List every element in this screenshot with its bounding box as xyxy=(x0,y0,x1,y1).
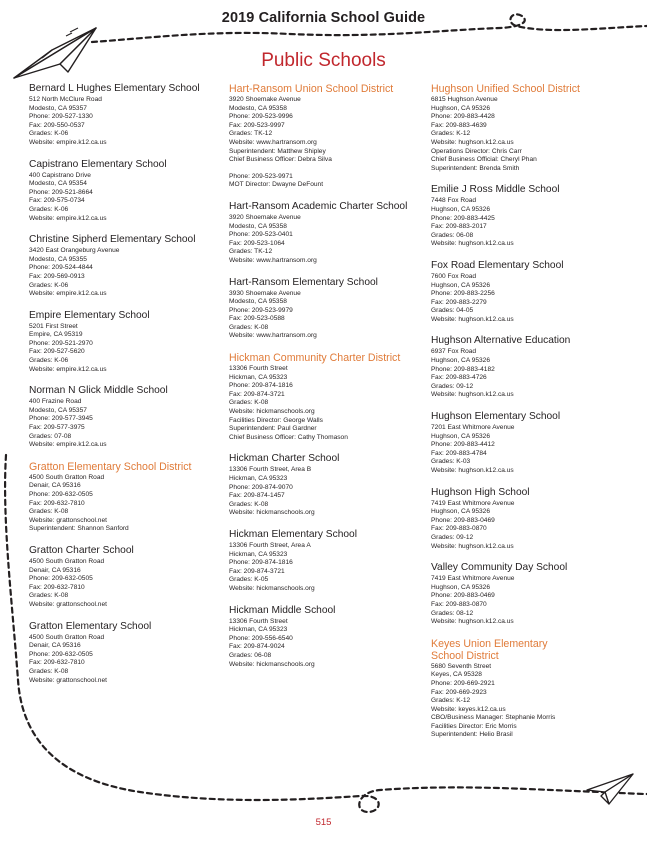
detail-line: Phone: 209-521-8664 xyxy=(29,188,93,196)
detail-line: Grades: TK-12 xyxy=(229,130,273,138)
detail-line: Phone: 209-883-4425 xyxy=(431,214,495,222)
district-name: Hughson Unified School District xyxy=(431,83,580,95)
detail-line: Hughson, CA 95326 xyxy=(431,432,491,440)
school-name: Christine Sipherd Elementary School xyxy=(29,234,196,246)
detail-line: Fax: 209-874-9024 xyxy=(229,643,285,651)
detail-line: Website: hughson.k12.ca.us xyxy=(431,618,514,626)
detail-line: Website: empire.k12.ca.us xyxy=(29,214,107,222)
detail-line: Phone: 209-883-0469 xyxy=(431,516,495,524)
school-entry xyxy=(229,201,425,266)
detail-line: Modesto, CA 95357 xyxy=(29,104,87,112)
school-entry xyxy=(29,621,225,686)
detail-line: Grades: TK-12 xyxy=(229,248,273,256)
district-name: Keyes Union Elementary School District xyxy=(431,637,548,662)
detail-line: Fax: 209-883-0870 xyxy=(431,525,487,533)
entry-details xyxy=(229,214,425,266)
district-name: Gratton Elementary School District xyxy=(29,460,192,473)
detail-line: Phone: 209-577-3945 xyxy=(29,415,93,423)
detail-line: Phone: 209-883-4428 xyxy=(431,113,495,121)
entry-details xyxy=(431,500,627,552)
detail-line: Modesto, CA 95354 xyxy=(29,180,87,188)
detail-line: Fax: 209-523-0588 xyxy=(229,315,285,323)
detail-line: Modesto, CA 95357 xyxy=(29,406,87,414)
school-entry xyxy=(229,605,425,670)
detail-line: Fax: 209-523-1064 xyxy=(229,239,285,247)
detail-line: Grades: K-06 xyxy=(29,130,69,138)
entry-details xyxy=(229,96,425,190)
entry-details xyxy=(29,172,225,224)
school-name: Fox Road Elementary School xyxy=(431,259,564,271)
detail-line: Fax: 209-550-0537 xyxy=(29,121,85,129)
school-entry xyxy=(431,335,627,400)
detail-line: Grades: K-08 xyxy=(229,500,269,508)
detail-line: Operations Director: Chris Carr xyxy=(431,147,522,155)
detail-line: Phone: 209-874-1816 xyxy=(229,382,293,390)
school-entry xyxy=(431,184,627,249)
detail-line: Grades: K-06 xyxy=(29,357,69,365)
page-number: 515 xyxy=(315,817,332,828)
detail-line: Superintendent: Paul Gardner xyxy=(229,425,317,433)
detail-line: Superintendent: Helio Brasil xyxy=(431,731,513,739)
school-name: Valley Community Day School xyxy=(431,562,568,574)
detail-line: Phone: 209-883-2256 xyxy=(431,290,495,298)
entry-details xyxy=(229,466,425,518)
detail-line: 7419 East Whitmore Avenue xyxy=(431,575,515,583)
school-name: Hart-Ransom Academic Charter School xyxy=(229,200,408,212)
detail-line: Phone: 209-523-9996 xyxy=(229,113,293,121)
entry-details xyxy=(229,365,425,442)
detail-line: Phone: 209-632-0505 xyxy=(29,650,93,658)
detail-line: Grades: K-03 xyxy=(431,458,471,466)
detail-line: 7448 Fox Road xyxy=(431,197,477,205)
district-entry xyxy=(29,461,225,534)
detail-line: Grades: K-06 xyxy=(29,281,69,289)
school-name: Hughson High School xyxy=(431,486,530,498)
detail-line: Website: grattonschool.net xyxy=(29,516,107,524)
detail-line: Phone: 209-523-0401 xyxy=(229,231,293,239)
section-title: Public Schools xyxy=(261,50,386,71)
detail-line: 4500 South Gratton Road xyxy=(29,473,105,481)
detail-line: Hickman, CA 95323 xyxy=(229,475,288,482)
school-name: Gratton Elementary School xyxy=(29,620,152,632)
detail-line: Hughson, CA 95326 xyxy=(431,357,491,365)
directory-column xyxy=(431,83,627,751)
detail-line: Grades: K-08 xyxy=(29,508,69,516)
detail-line: MOT Director: Dwayne DeFount xyxy=(229,181,324,189)
detail-line: Website: hickmanschools.org xyxy=(229,509,315,517)
school-entry xyxy=(229,277,425,342)
detail-line: 7419 East Whitmore Avenue xyxy=(431,499,515,507)
detail-line: Fax: 209-883-2279 xyxy=(431,298,487,306)
detail-line: 400 Capistrano Drive xyxy=(29,171,91,179)
detail-line: Website: hughson.k12.ca.us xyxy=(431,391,514,399)
detail-line: Denair, CA 95316 xyxy=(29,566,81,574)
detail-line: Phone: 209-883-4412 xyxy=(431,441,495,449)
detail-line: Website: www.hartransom.org xyxy=(229,332,317,340)
detail-line: Website: hughson.k12.ca.us xyxy=(431,138,514,146)
detail-line: Superintendent: Matthew Shipley xyxy=(229,147,326,155)
detail-line: Grades: 06-08 xyxy=(229,651,272,659)
detail-line: Fax: 209-632-7810 xyxy=(29,659,85,667)
school-entry xyxy=(229,529,425,594)
entry-details xyxy=(29,558,225,610)
detail-line: Website: www.hartransom.org xyxy=(229,138,317,146)
detail-line: Empire, CA 95319 xyxy=(29,331,83,339)
entry-details xyxy=(229,542,425,594)
detail-line: Fax: 209-527-5620 xyxy=(29,348,85,356)
directory-column xyxy=(29,83,225,696)
detail-line: Grades: K-08 xyxy=(29,592,69,600)
detail-line: Website: empire.k12.ca.us xyxy=(29,290,107,298)
detail-line: 400 Frazine Road xyxy=(29,398,82,406)
page-header-title: 2019 California School Guide xyxy=(221,10,426,26)
detail-line: Fax: 209-523-9997 xyxy=(229,121,285,129)
detail-line: Website: www.hartransom.org xyxy=(229,256,317,264)
detail-line: Phone: 209-632-0505 xyxy=(29,491,93,498)
detail-line: Hughson, CA 95326 xyxy=(431,104,491,112)
detail-line: 13306 Fourth Street xyxy=(229,365,288,373)
detail-line: Phone: 209-883-4182 xyxy=(431,365,495,373)
detail-line: Phone: 209-556-6540 xyxy=(229,634,293,642)
district-entry xyxy=(431,83,627,173)
detail-line: Grades: K-06 xyxy=(29,205,69,213)
detail-line: Grades: 06-08 xyxy=(431,231,474,239)
detail-line: Phone: 209-523-9979 xyxy=(229,306,293,314)
detail-line: Phone: 209-632-0505 xyxy=(29,575,93,583)
detail-line: Website: keyes.k12.ca.us xyxy=(431,705,506,713)
school-entry xyxy=(431,562,627,627)
school-entry xyxy=(431,411,627,476)
detail-line: Website: hickmanschools.org xyxy=(229,584,315,592)
entry-details xyxy=(29,247,225,299)
detail-line: CBO/Business Manager: Stephanie Morris xyxy=(431,714,556,722)
district-name: Hickman Community Charter District xyxy=(229,352,401,365)
detail-line: Modesto, CA 95355 xyxy=(29,255,87,263)
school-name: Bernard L Hughes Elementary School xyxy=(29,83,200,94)
detail-line: Hickman, CA 95323 xyxy=(229,626,288,634)
detail-line: Website: hughson.k12.ca.us xyxy=(431,542,514,550)
detail-line: Website: hickmanschools.org xyxy=(229,408,315,416)
school-entry xyxy=(229,453,425,518)
detail-line: Website: grattonschool.net xyxy=(29,600,107,608)
detail-line: Modesto, CA 95358 xyxy=(229,298,287,306)
district-entry xyxy=(229,83,425,190)
detail-line: Fax: 209-883-0870 xyxy=(431,600,487,608)
entry-details xyxy=(431,575,627,627)
school-name: Hart-Ransom Elementary School xyxy=(229,276,378,288)
detail-line: Fax: 209-883-2017 xyxy=(431,223,487,231)
school-entry xyxy=(431,260,627,325)
detail-line: Modesto, CA 95358 xyxy=(229,104,287,112)
detail-line: Grades: K-12 xyxy=(431,130,471,138)
detail-line: Grades: K-05 xyxy=(229,576,269,584)
detail-line: Fax: 209-874-3721 xyxy=(229,567,285,575)
directory-column xyxy=(229,83,425,680)
detail-line: 6937 Fox Road xyxy=(431,348,477,356)
school-name: Empire Elementary School xyxy=(29,309,150,321)
detail-line: 7201 East Whitmore Avenue xyxy=(431,424,515,432)
detail-line: Grades: 04-05 xyxy=(431,307,474,315)
detail-line: Denair, CA 95316 xyxy=(29,482,81,490)
school-name: Norman N Glick Middle School xyxy=(29,385,168,397)
detail-line: Phone: 209-523-9971 xyxy=(229,172,293,180)
school-entry xyxy=(29,545,225,610)
district-entry xyxy=(431,638,627,740)
school-name: Capistrano Elementary School xyxy=(29,158,167,170)
detail-line: Grades: K-08 xyxy=(229,323,269,331)
entry-details xyxy=(29,323,225,375)
detail-line: Fax: 209-575-0734 xyxy=(29,197,85,205)
entry-details xyxy=(431,348,627,400)
detail-line: Phone: 209-524-4844 xyxy=(29,264,93,272)
detail-line: Modesto, CA 95358 xyxy=(229,222,287,230)
school-name: Hughson Alternative Education xyxy=(431,335,571,347)
detail-line: Fax: 209-874-3721 xyxy=(229,390,285,398)
detail-line: Phone: 209-883-0469 xyxy=(431,592,495,600)
district-entry xyxy=(229,352,425,442)
detail-line: 6815 Hughson Avenue xyxy=(431,96,498,103)
detail-line: Grades: 08-12 xyxy=(431,609,474,617)
school-name: Gratton Charter School xyxy=(29,544,134,556)
detail-line: Grades: 07-08 xyxy=(29,432,72,440)
detail-line: Fax: 209-883-4639 xyxy=(431,121,487,129)
entry-details xyxy=(431,663,627,740)
detail-line: Fax: 209-883-4726 xyxy=(431,374,487,382)
detail-line: Grades: 09-12 xyxy=(431,382,474,390)
detail-line: Grades: K-08 xyxy=(229,399,269,407)
detail-line: Website: empire.k12.ca.us xyxy=(29,138,107,146)
entry-details xyxy=(29,398,225,450)
detail-line: Hughson, CA 95326 xyxy=(431,583,491,591)
detail-line: Phone: 209-669-2921 xyxy=(431,679,495,687)
school-entry xyxy=(29,159,225,224)
school-name: Emilie J Ross Middle School xyxy=(431,184,560,196)
detail-line: Hughson, CA 95326 xyxy=(431,508,491,516)
detail-line: Facilities Director: Eric Morris xyxy=(431,722,517,730)
detail-line: Fax: 209-632-7810 xyxy=(29,583,85,591)
detail-line: Website: hughson.k12.ca.us xyxy=(431,315,514,323)
detail-line: Hickman, CA 95323 xyxy=(229,373,288,381)
detail-line: Phone: 209-874-9070 xyxy=(229,483,293,491)
entry-details xyxy=(431,197,627,249)
school-name: Hughson Elementary School xyxy=(431,411,561,423)
detail-line: Hughson, CA 95326 xyxy=(431,205,491,213)
school-name: Hickman Middle School xyxy=(229,604,336,616)
school-entry xyxy=(29,385,225,450)
detail-line: Superintendent: Brenda Smith xyxy=(431,164,520,172)
detail-line: 3930 Shoemake Avenue xyxy=(229,289,301,297)
detail-line: Chief Business Official: Cheryl Phan xyxy=(431,156,537,164)
detail-line: Superintendent: Shannon Sanford xyxy=(29,525,129,533)
detail-line: Denair, CA 95316 xyxy=(29,642,81,650)
detail-line: 3920 Shoemake Avenue xyxy=(229,213,301,221)
detail-line: Fax: 209-577-3975 xyxy=(29,424,85,432)
school-entry xyxy=(431,487,627,552)
school-entry xyxy=(29,234,225,299)
detail-line: Website: hughson.k12.ca.us xyxy=(431,240,514,248)
entry-details xyxy=(229,290,425,342)
detail-line: Hickman, CA 95323 xyxy=(229,550,288,558)
detail-line: Website: hughson.k12.ca.us xyxy=(431,467,514,474)
detail-line: Fax: 209-569-0913 xyxy=(29,272,85,280)
entry-details xyxy=(29,474,225,534)
detail-line: Chief Business Officer: Cathy Thomason xyxy=(229,433,348,441)
entry-details xyxy=(431,424,627,476)
detail-line: Hughson, CA 95326 xyxy=(431,281,491,289)
detail-line: 13306 Fourth Street, Area A xyxy=(229,541,311,549)
detail-line: Grades: K-08 xyxy=(29,667,69,675)
detail-line: Website: empire.k12.ca.us xyxy=(29,441,107,449)
detail-line: Fax: 209-874-1457 xyxy=(229,492,285,500)
detail-line: 7600 Fox Road xyxy=(431,272,477,280)
detail-line: 3420 East Orangeburg Avenue xyxy=(29,247,120,255)
detail-line: Facilities Director: George Walls xyxy=(229,416,323,424)
detail-line: Grades: 09-12 xyxy=(431,533,474,541)
detail-line: Chief Business Officer: Debra Silva xyxy=(229,156,332,164)
detail-line: 5680 Seventh Street xyxy=(431,662,492,670)
paper-airplane-icon xyxy=(585,770,635,806)
school-entry xyxy=(29,310,225,375)
detail-line: 13306 Fourth Street, Area B xyxy=(229,466,312,474)
entry-details xyxy=(431,273,627,325)
detail-line: 13306 Fourth Street xyxy=(229,617,288,625)
school-name: Hickman Elementary School xyxy=(229,528,357,540)
school-name: Hickman Charter School xyxy=(229,453,340,465)
entry-details xyxy=(29,96,225,148)
detail-line: 5201 First Street xyxy=(29,322,78,330)
entry-details xyxy=(431,96,627,173)
entry-details xyxy=(29,634,225,686)
detail-line: Grades: K-12 xyxy=(431,697,471,705)
detail-line: Phone: 209-527-1330 xyxy=(29,113,93,121)
detail-line: 4500 South Gratton Road xyxy=(29,557,105,565)
detail-line: Website: empire.k12.ca.us xyxy=(29,365,107,373)
detail-line: Website: grattonschool.net xyxy=(29,676,107,684)
entry-details xyxy=(229,618,425,670)
detail-line: Fax: 209-632-7810 xyxy=(29,499,85,507)
school-entry xyxy=(29,83,225,148)
detail-line: 3920 Shoemake Avenue xyxy=(229,96,301,103)
detail-line: Fax: 209-883-4784 xyxy=(431,449,487,457)
detail-line: Website: hickmanschools.org xyxy=(229,660,315,668)
detail-line: Phone: 209-521-2970 xyxy=(29,339,93,347)
detail-line: Fax: 209-669-2923 xyxy=(431,688,487,696)
detail-line: Phone: 209-874-1816 xyxy=(229,559,293,567)
detail-line: 4500 South Gratton Road xyxy=(29,633,105,641)
district-name: Hart-Ransom Union School District xyxy=(229,83,394,95)
detail-line: 512 North McClure Road xyxy=(29,96,102,103)
detail-line: Keyes, CA 95328 xyxy=(431,671,482,679)
